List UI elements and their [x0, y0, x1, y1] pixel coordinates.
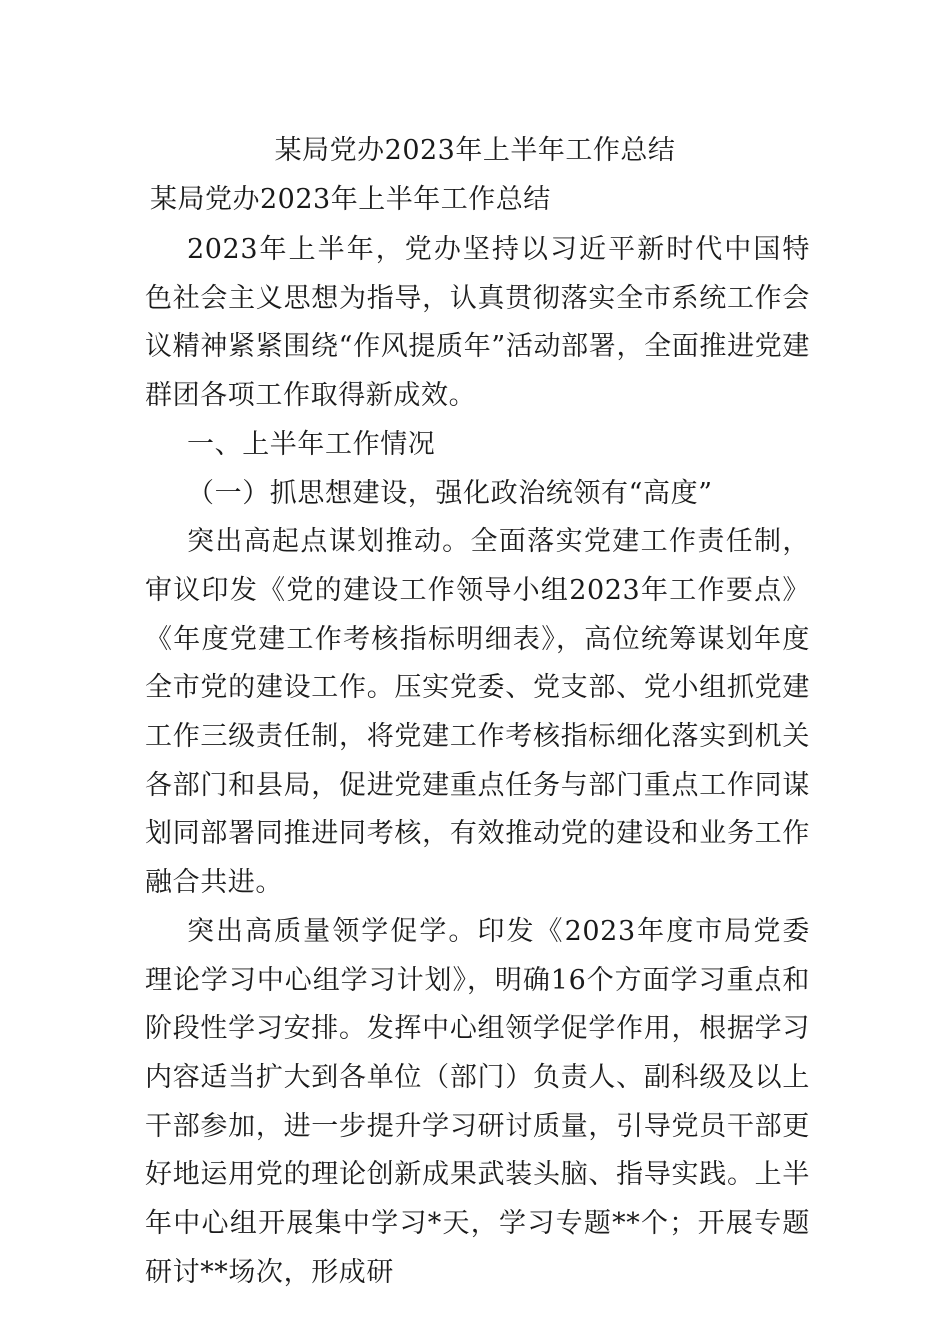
subsection-heading: （一）抓思想建设，强化政治统领有“高度”	[187, 477, 713, 509]
section-heading: 一、上半年工作情况	[187, 428, 436, 460]
body-paragraph-planning: 突出高起点谋划推动。全面落实党建工作责任制，审议印发《党的建设工作领导小组2023年工作要点》《年度党建工作考核指标明细表》，高位统筹谋划年度全市党的建设工作。压实党委、党支部、党小组抓党建工作三级责任制，将党建工作考核指标细化落实到机关各部门和县局，促进党建重点任务与部门重点工作同谋划同部署同推进同考核，有效推动党的建设和业务工作融合共进。	[145, 526, 810, 899]
document-body	[145, 226, 810, 1297]
body-paragraph-study: 突出高质量领学促学。印发《2023年度市局党委理论学习中心组学习计划》，明确16个方面学习重点和阶段性学习安排。发挥中心组领学促学作用，根据学习内容适当扩大到各单位（部门）负责人、副科级及以上干部参加，进一步提升学习研讨质量，引导党员干部更好地运用党的理论创新成果武装头脑、指导实践。上半年中心组开展集中学习*天，学习专题**个；开展专题研讨**场次，形成研	[145, 915, 810, 1288]
document-title: 某局党办2023年上半年工作总结	[274, 135, 676, 166]
document-subtitle: 某局党办2023年上半年工作总结	[150, 184, 551, 215]
intro-paragraph: 2023年上半年，党办坚持以习近平新时代中国特色社会主义思想为指导，认真贯彻落实全市系统工作会议精神紧紧围绕“作风提质年”活动部署，全面推进党建群团各项工作取得新成效。	[145, 234, 810, 412]
